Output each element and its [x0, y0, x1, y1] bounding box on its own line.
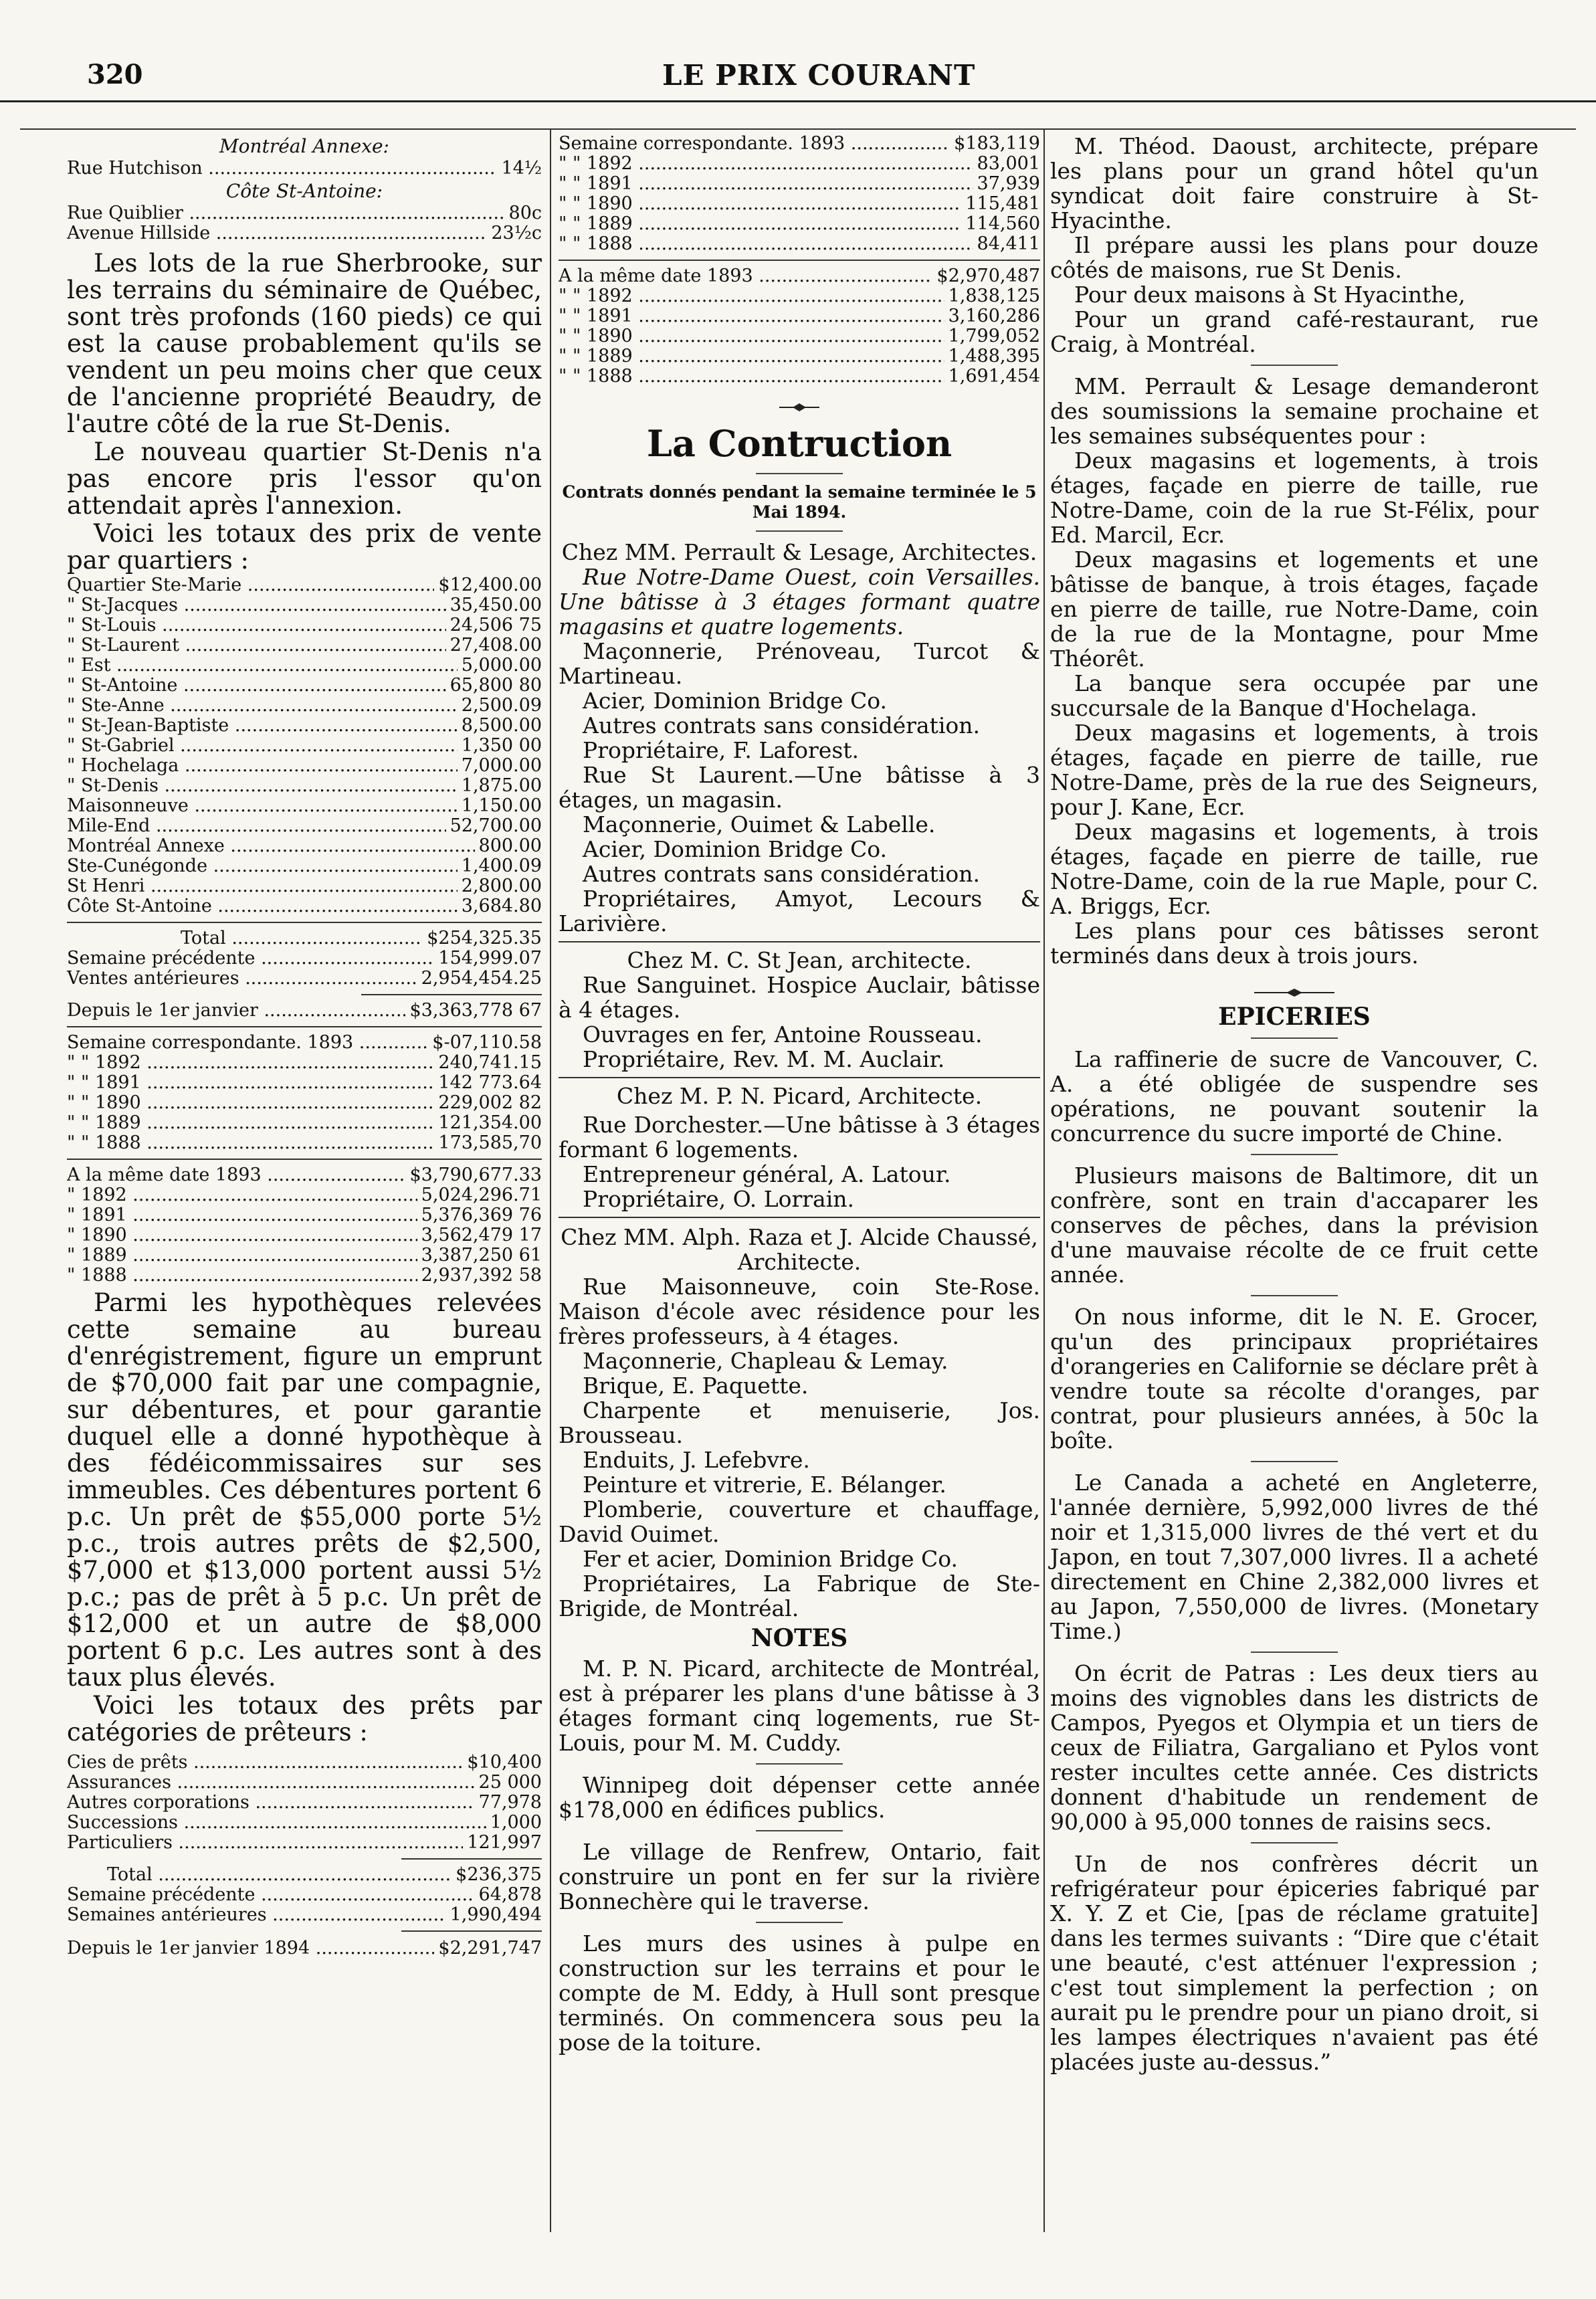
table-row: " St-Louis ..... 24,506 75: [67, 615, 542, 635]
total-row: Total ..... $236,375: [67, 1865, 542, 1885]
table-row: " " 1890 ..... 115,481: [559, 194, 1040, 214]
table-row: Montréal Annexe ..... 800.00: [67, 836, 542, 856]
paragraph: La banque sera occupée par une succursale de la Banque d'Hochelaga.: [1050, 670, 1538, 721]
table-row: " 1889 ..... 3,387,250 61: [67, 1245, 542, 1266]
paragraph: Rue St Laurent.—Une bâtisse à 3 étages, un magasin.: [559, 762, 1040, 813]
total-row: Semaine précédente ..... 154,999.07: [67, 948, 542, 969]
contract-line: Brique, E. Paquette.: [583, 1373, 809, 1399]
paragraph: Les lots de la rue Sherbrooke, sur les terrains du séminaire de Québec, sont très profonds (160 pieds) ce qui est la cause probablement qu'ils se vendent un peu moins cher que ceux de l'ancienne propriété Beaudry, de l'autre côté de la rue St-Denis.: [67, 249, 542, 438]
column-2: [559, 134, 1040, 2055]
table-row: Côte St-Antoine ..... 3,684.80: [67, 896, 542, 916]
table-row: " St-Gabriel ..... 1,350 00: [67, 736, 542, 756]
divider: [401, 1858, 542, 1860]
table-row: Ste-Cunégonde ..... 1,400.09: [67, 856, 542, 876]
paragraph: Un de nos confrères décrit un refrigérateur pour épiceries fabriqué par X. Y. Z et Cie, [pas de réclame gratuite] dans les termes suivants : “Dire que c'était une beauté, c'est atténuer l'expression ; c'est tout simplement la perfection ; on aurait pu le prendre pour un piano droit, si les lampes électriques n'avaient pas été placées juste au-dessus.”: [1050, 1851, 1538, 2075]
block-head: Chez MM. Alph. Raza et J. Alcide Chaussé, Architecte.: [561, 1224, 1038, 1275]
contract-line: Maçonnerie, Ouimet & Labelle.: [583, 811, 936, 837]
block-head: Chez MM. Perrault & Lesage, Architectes.: [561, 539, 1037, 565]
contract-line: Peinture et vitrerie, E. Bélanger.: [583, 1472, 946, 1498]
block-head: Chez M. P. N. Picard, Architecte.: [616, 1083, 983, 1109]
paragraph: Winnipeg doit dépenser cette année $178,000 en édifices publics.: [559, 1772, 1040, 1823]
masthead-title: LE PRIX COURANT: [662, 59, 976, 92]
table-row: " " 1891 ..... 37,939: [559, 174, 1040, 194]
total-row: Total ..... $254,325.35: [67, 928, 542, 948]
paragraph: MM. Perrault & Lesage demanderont des soumissions la semaine prochaine et les semaines subséquentes pour :: [1050, 373, 1538, 449]
ornament-icon: [1254, 988, 1334, 997]
contract-line: Propriétaire, F. Laforest.: [583, 737, 859, 763]
divider: [401, 1930, 542, 1932]
top-rule-2: [20, 128, 1576, 130]
divider: [559, 941, 1040, 942]
column-divider-2: [1043, 128, 1045, 2232]
table-row: " " 1889 ..... 121,354.00: [67, 1113, 542, 1133]
paragraph: Les plans pour ces bâtisses seront terminés dans deux à trois jours.: [1050, 918, 1538, 969]
contract-line: Autres contrats sans considération.: [583, 712, 980, 738]
divider: [67, 1159, 542, 1160]
paragraph: Le nouveau quartier St-Denis n'a pas encore pris l'essor qu'on attendait après l'annexion.: [67, 437, 542, 520]
table-row: " 1892 ..... 5,024,296.71: [67, 1185, 542, 1205]
total-row: Semaines antérieures ..... 1,990,494: [67, 1905, 542, 1925]
divider: [756, 473, 843, 474]
table-row: A la même date 1893 ..... $2,970,487: [559, 266, 1040, 286]
table-row: " " 1892 ..... 1,838,125: [559, 286, 1040, 306]
divider: [1251, 1154, 1338, 1155]
table-row: Maisonneuve ..... 1,150.00: [67, 796, 542, 816]
paragraph: Pour un grand café-restaurant, rue Craig, à Montréal.: [1050, 306, 1538, 357]
price-row: Avenue Hillside ..... 23½c: [67, 223, 542, 243]
ornament-divider: [559, 392, 1040, 417]
divider: [559, 1217, 1040, 1218]
contract-line: Charpente et menuiserie, Jos. Brousseau.: [559, 1397, 1040, 1448]
paragraph: Rue Maisonneuve, coin Ste-Rose. Maison d'école avec résidence pour les frères professeurs, à 4 étages.: [559, 1274, 1040, 1349]
paragraph: La raffinerie de sucre de Vancouver, C. A. a été obligée de suspendre ses opérations, ne pouvant soutenir la concurrence du sucre importé de Chine.: [1050, 1046, 1538, 1146]
divider: [1251, 1842, 1338, 1843]
table-row: " 1891 ..... 5,376,369 76: [67, 1205, 542, 1225]
table-row: Assurances ..... 25 000: [67, 1773, 542, 1793]
paragraph: Parmi les hypothèques relevées cette semaine au bureau d'enrégistrement, figure un emprunt de $70,000 fait par une compagnie, sur débentures, et pour garantie duquel elle a donné hypothèque à des fédéicommissaires sur ses immeubles. Ces débentures portent 6 p.c. Un prêt de $55,000 porte 5½ p.c., trois autres prêts de $2,500, $7,000 et $13,000 portent aussi 5½ p.c.; pas de prêt à 5 p.c. Un prêt de $12,000 et un autre de $8,000 portent 6 p.c. Les autres sont à des taux plus élevés.: [67, 1288, 542, 1692]
divider: [1251, 1037, 1338, 1039]
block-head: Chez M. C. St Jean, architecte.: [627, 947, 972, 973]
divider: [1251, 1461, 1338, 1462]
divider: [1251, 1652, 1338, 1653]
paragraph: Les murs des usines à pulpe en construction sur les terrains et pour le compte de M. Eddy, à Hull sont presque terminés. On commencera sous peu la pose de la toiture.: [559, 1930, 1040, 2056]
paragraph: Rue Dorchester.—Une bâtisse à 3 étages formant 6 logements.: [559, 1112, 1040, 1163]
subhead-montreal-annexe: Montréal Annexe:: [219, 135, 389, 157]
paragraph: Rue Sanguinet. Hospice Auclair, bâtisse à 4 étages.: [559, 972, 1040, 1023]
contract-line: Plomberie, couverture et chauffage, David Ouimet.: [559, 1496, 1040, 1547]
divider: [559, 1077, 1040, 1078]
divider: [756, 1922, 843, 1923]
table-row: Quartier Ste-Marie ..... $12,400.00: [67, 575, 542, 595]
contract-line: Entrepreneur général, A. Latour.: [583, 1161, 951, 1187]
table-row: Autres corporations ..... 77,978: [67, 1793, 542, 1813]
paragraph: Le village de Renfrew, Ontario, fait construire un pont en fer sur la rivière Bonnechère qui le traverse.: [559, 1839, 1040, 1914]
contract-line: Acier, Dominion Bridge Co.: [583, 836, 887, 862]
paragraph: Rue Notre-Dame Ouest, coin Versailles. Une bâtisse à 3 étages formant quatre magasins et quatre logements.: [559, 564, 1040, 639]
divider: [67, 1026, 542, 1027]
table-row: " Est ..... 5,000.00: [67, 656, 542, 676]
divider: [1251, 1295, 1338, 1296]
table-row: " " 1892 ..... 83,001: [559, 154, 1040, 174]
total-row: Depuis le 1er janvier ..... $3,363,778 67: [67, 1001, 542, 1021]
paragraph: Pour deux maisons à St Hyacinthe,: [1074, 282, 1466, 308]
column-1: [67, 134, 542, 1959]
paragraph: M. P. N. Picard, architecte de Montréal, est à préparer les plans d'une bâtisse à 3 étages formant cinq logements, rue St-Louis, pour M. M. Cuddy.: [559, 1656, 1040, 1756]
paragraph: On nous informe, dit le N. E. Grocer, qu'un des principaux propriétaires d'orangeries en Californie se déclare prêt à vendre toute sa récolte d'oranges, par contrat, pour plusieurs années, à 50c la boîte.: [1050, 1304, 1538, 1454]
table-row: " " 1888 ..... 1,691,454: [559, 367, 1040, 387]
table-row: " " 1892 ..... 240,741.15: [67, 1053, 542, 1073]
paragraph: Le Canada a acheté en Angleterre, l'année dernière, 5,992,000 livres de thé noir et 1,315,000 livres de thé vert et du Japon, en tout 7,307,000 livres. Il a acheté directement en Chine 2,382,000 livres et au Japon, 7,550,000 de livres. (Monetary Time.): [1050, 1470, 1538, 1644]
table-row: St Henri ..... 2,800.00: [67, 876, 542, 896]
divider: [756, 530, 843, 532]
table-row: " St-Laurent ..... 27,408.00: [67, 635, 542, 656]
table-row: " Hochelaga ..... 7,000.00: [67, 756, 542, 776]
price-row: Rue Quiblier ..... 80c: [67, 203, 542, 223]
section-title-epiceries: EPICERIES: [1218, 1003, 1371, 1031]
table-row: " St-Jacques ..... 35,450.00: [67, 595, 542, 615]
contract-line: Propriétaires, La Fabrique de Ste-Brigide, de Montréal.: [559, 1571, 1040, 1621]
paragraph: Deux magasins et logements, à trois étages, façade en pierre de taille, rue Notre-Dame, coin de la rue Maple, pour C. A. Briggs, Ecr.: [1050, 819, 1538, 919]
preteurs-table: [67, 1753, 542, 1853]
table-row: Successions ..... 1,000: [67, 1813, 542, 1833]
column-3: [1050, 134, 1538, 2074]
paragraph: Plusieurs maisons de Baltimore, dit un confrère, sont en train d'accaparer les conserves de pêches, dans la prévision d'une mauvaise récolte de ce fruit cette année.: [1050, 1163, 1538, 1288]
table-row: " " 1888 ..... 173,585,70: [67, 1133, 542, 1153]
ornament-divider: [1050, 977, 1538, 1002]
total-row: Semaine précédente ..... 64,878: [67, 1885, 542, 1905]
table-row: Semaine correspondante. 1893 ..... $183,119: [559, 134, 1040, 154]
table-row: " Ste-Anne ..... 2,500.09: [67, 696, 542, 716]
contract-line: Propriétaire, O. Lorrain.: [583, 1186, 855, 1212]
contract-line: Fer et acier, Dominion Bridge Co.: [583, 1546, 958, 1572]
paragraph: Deux magasins et logements, à trois étages, façade en pierre de taille, rue Notre-Dame, coin de la rue St-Félix, pour Ed. Marcil, Ecr.: [1050, 447, 1538, 548]
subhead-cote-st-antoine: Côte St-Antoine:: [225, 180, 383, 202]
contract-line: Propriétaire, Rev. M. M. Auclair.: [583, 1046, 945, 1072]
divider: [67, 922, 542, 923]
price-row: Rue Hutchison ..... 14½: [67, 159, 542, 179]
contract-line: Maçonnerie, Chapleau & Lemay.: [583, 1348, 949, 1374]
paragraph: Voici les totaux des prêts par catégories de prêteurs :: [67, 1691, 542, 1746]
contract-line: Autres contrats sans considération.: [583, 861, 980, 887]
table-row: Cies de prêts ..... $10,400: [67, 1753, 542, 1773]
paragraph: Voici les totaux des prix de vente par quartiers :: [67, 519, 542, 575]
contract-line: Acier, Dominion Bridge Co.: [583, 688, 887, 714]
table-row: " " 1888 ..... 84,411: [559, 234, 1040, 254]
column-divider-1: [550, 128, 551, 2232]
page-number: 320: [87, 59, 143, 90]
divider: [756, 1830, 843, 1831]
table-row: " St-Jean-Baptiste ..... 8,500.00: [67, 716, 542, 736]
section-title-notes: NOTES: [751, 1624, 848, 1652]
contract-line: Propriétaires, Amyot, Lecours & Larivière.: [559, 886, 1040, 936]
contrats-subhead: Contrats donnés pendant la semaine terminée le 5 Mai 1894.: [562, 482, 1037, 522]
paragraph: M. Théod. Daoust, architecte, prépare les plans pour un grand hôtel qu'un syndicat doit faire construire à St-Hyacinthe.: [1050, 133, 1538, 233]
table-row: A la même date 1893 ..... $3,790,677.33: [67, 1165, 542, 1185]
section-title-construction: La Contruction: [646, 422, 953, 465]
ornament-icon: [779, 403, 819, 412]
table-row: Mile-End ..... 52,700.00: [67, 816, 542, 836]
table-row: " " 1890 ..... 229,002 82: [67, 1093, 542, 1113]
divider: [1251, 365, 1338, 366]
table-row: " 1888 ..... 2,937,392 58: [67, 1266, 542, 1286]
table-row: " 1890 ..... 3,562,479 17: [67, 1225, 542, 1245]
table-row: Semaine correspondante. 1893 ..... $-07,110.58: [67, 1033, 542, 1053]
contract-line: Maçonnerie, Prénoveau, Turcot & Martineau.: [559, 638, 1040, 689]
table-row: " St-Antoine ..... 65,800 80: [67, 676, 542, 696]
table-row: " " 1889 ..... 1,488,395: [559, 346, 1040, 367]
table-row: " " 1891 ..... 3,160,286: [559, 306, 1040, 326]
contract-line: Ouvrages en fer, Antoine Rousseau.: [583, 1021, 983, 1047]
total-row: Ventes antérieures ..... 2,954,454.25: [67, 969, 542, 989]
top-rule: [0, 100, 1596, 102]
divider: [756, 1763, 843, 1765]
paragraph: Deux magasins et logements, à trois étages, façade en pierre de taille, rue Notre-Dame, près de la rue des Seigneurs, pour J. Kane, Ecr.: [1050, 720, 1538, 820]
table-row: " " 1891 ..... 142 773.64: [67, 1073, 542, 1093]
total-row: Depuis le 1er janvier 1894 ..... $2,291,747: [67, 1938, 542, 1959]
paragraph: On écrit de Patras : Les deux tiers au moins des vignobles dans les districts de Campos, Pyegos et Olympia et un tiers de ceux de Filiatra, Gargaliano et Pylos vont rester incultes cette année. Ces districts donnent d'habitude un rendement de 90,000 à 95,000 tonnes de raisins secs.: [1050, 1660, 1538, 1835]
table-row: Particuliers ..... 121,997: [67, 1833, 542, 1853]
divider: [559, 260, 1040, 261]
divider: [361, 994, 542, 995]
table-row: " " 1890 ..... 1,799,052: [559, 326, 1040, 346]
quartiers-table: [67, 575, 542, 916]
paragraph: Il prépare aussi les plans pour douze côtés de maisons, rue St Denis.: [1050, 232, 1538, 283]
table-row: " " 1889 ..... 114,560: [559, 214, 1040, 234]
table-row: " St-Denis ..... 1,875.00: [67, 776, 542, 796]
paragraph: Deux magasins et logements et une bâtisse de banque, à trois étages, façade en pierre de taille, rue Notre-Dame, coin de la rue de la Montagne, pour Mme Théorêt.: [1050, 546, 1538, 672]
contract-line: Enduits, J. Lefebvre.: [583, 1447, 810, 1473]
